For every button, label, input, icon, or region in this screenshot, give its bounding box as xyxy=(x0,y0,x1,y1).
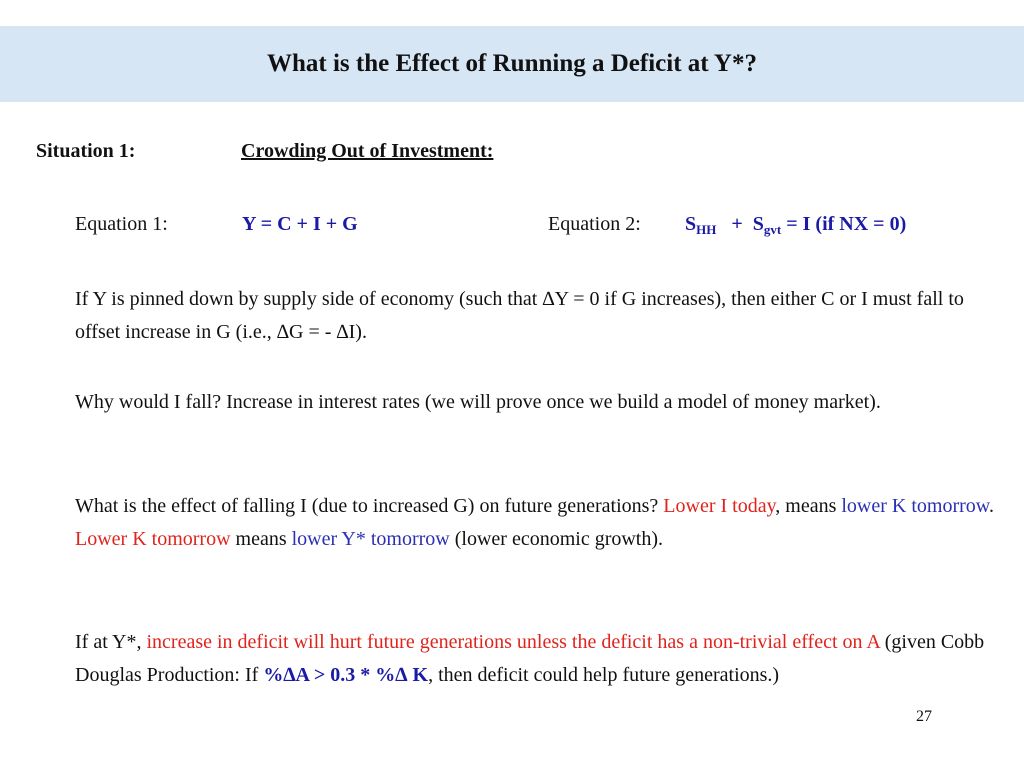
equation2-plus: + xyxy=(731,213,743,235)
equation2-label: Equation 2: xyxy=(548,213,641,235)
para4-text-1: If at Y*, xyxy=(75,631,147,653)
para4-deficit-warning: increase in deficit will hurt future generations unless the deficit has a non-trivial effect on A xyxy=(146,631,880,653)
para3-text-1: What is the effect of falling I (due to increased G) on future generations? xyxy=(75,495,664,517)
page-number: 27 xyxy=(916,708,932,725)
equation2-sub-hh: HH xyxy=(696,222,717,237)
equation2 xyxy=(685,211,906,243)
para3-text-3: . xyxy=(988,495,994,517)
situation-heading: Crowding Out of Investment: xyxy=(241,140,494,162)
para3-lower-y-tomorrow: lower Y* tomorrow xyxy=(291,528,450,550)
para4-condition: %∆A > 0.3 * %∆ K xyxy=(263,664,429,686)
equation1: Y = C + I + G xyxy=(242,213,358,235)
equation2-s-gvt: S xyxy=(752,213,764,235)
para3-lower-k-tomorrow: lower K tomorrow xyxy=(841,495,989,517)
para3-text-5: (lower economic growth). xyxy=(449,528,664,550)
paragraph-why-i-fall: Why would I fall? Increase in interest rates (we will prove once we build a model of money market). xyxy=(75,391,881,413)
paragraph-supply-side: If Y is pinned down by supply side of economy (such that ∆Y = 0 if G increases), then either C or I must fall to offset increase in G (i.e., ∆G = - ∆I). xyxy=(75,288,964,343)
paragraph-deficit-at-y-star xyxy=(75,626,995,692)
slide-title: What is the Effect of Running a Deficit at Y*? xyxy=(266,50,757,77)
para3-lower-i-today: Lower I today xyxy=(663,495,776,517)
para3-lower-k-tomorrow-red: Lower K tomorrow xyxy=(75,528,231,550)
equation1-label: Equation 1: xyxy=(75,213,168,235)
para4-text-2: (given Cobb Douglas Production: If xyxy=(75,631,985,686)
para4-text-3: , then deficit could help future generations.) xyxy=(428,664,780,686)
equation2-sub-gvt: gvt xyxy=(763,222,782,237)
para3-text-2: , means xyxy=(775,495,842,517)
paragraph-future-generations xyxy=(75,490,995,556)
situation-label: Situation 1: xyxy=(36,140,136,162)
para3-text-4: means xyxy=(230,528,292,550)
equation2-s-hh: S xyxy=(685,213,697,235)
equation2-rest: = I (if NX = 0) xyxy=(786,213,907,235)
